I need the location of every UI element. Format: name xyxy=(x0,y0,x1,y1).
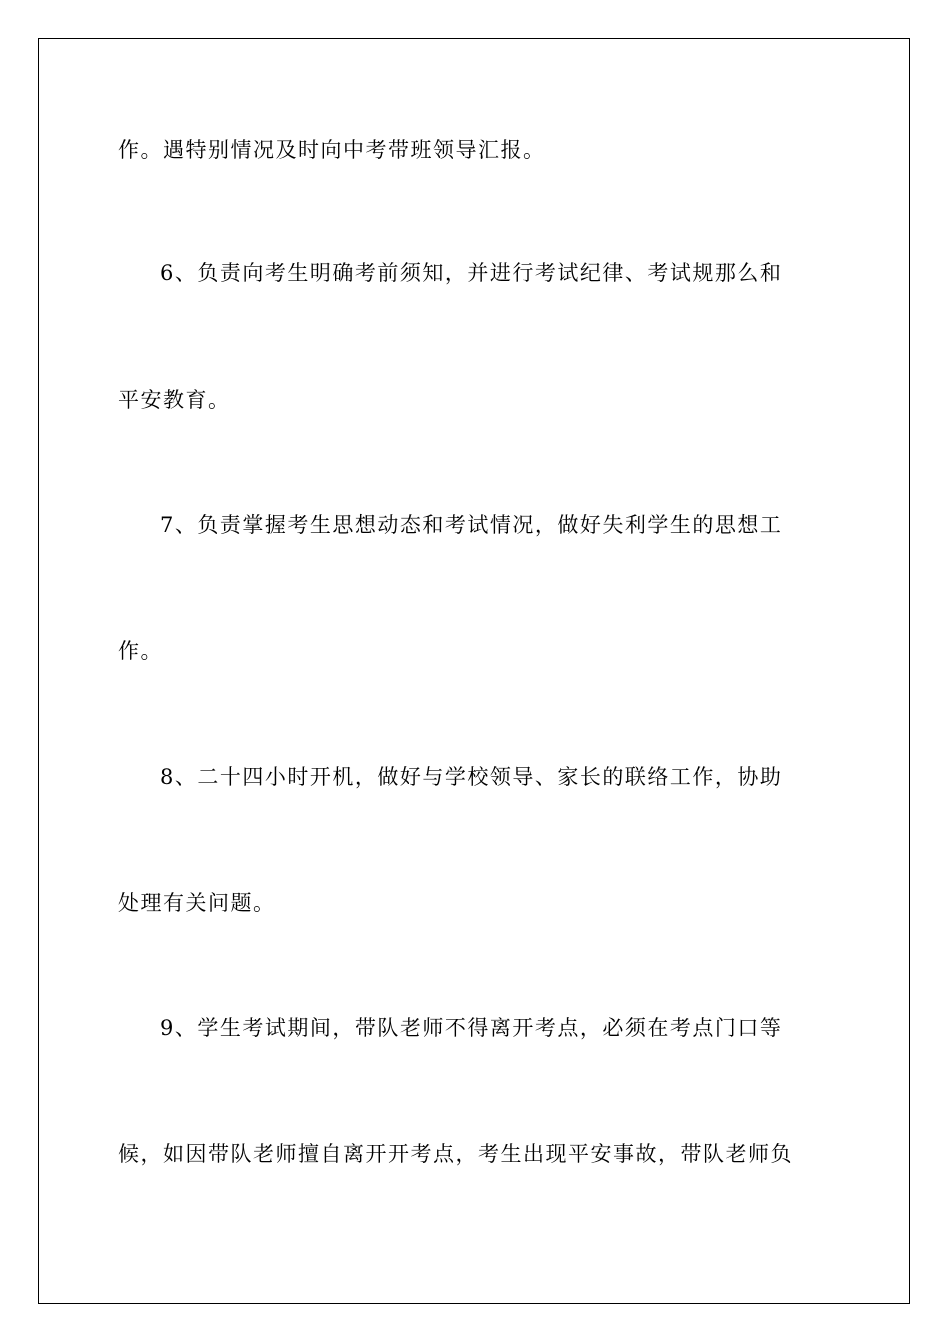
page-frame xyxy=(38,38,910,1304)
text-line: 9、学生考试期间，带队老师不得离开考点，必须在考点门口等 xyxy=(160,1016,783,1040)
text-line: 作。 xyxy=(118,639,163,663)
text-line: 平安教育。 xyxy=(118,388,231,412)
text-line: 候，如因带队老师擅自离开开考点，考生出现平安事故，带队老师负 xyxy=(118,1142,793,1166)
text-line: 6、负责向考生明确考前须知，并进行考试纪律、考试规那么和 xyxy=(160,261,783,285)
text-line: 作。遇特别情况及时向中考带班领导汇报。 xyxy=(118,138,546,162)
text-line: 7、负责掌握考生思想动态和考试情况，做好失利学生的思想工 xyxy=(160,513,783,537)
text-line: 处理有关问题。 xyxy=(118,891,276,915)
text-line: 8、二十四小时开机，做好与学校领导、家长的联络工作，协助 xyxy=(160,765,783,789)
